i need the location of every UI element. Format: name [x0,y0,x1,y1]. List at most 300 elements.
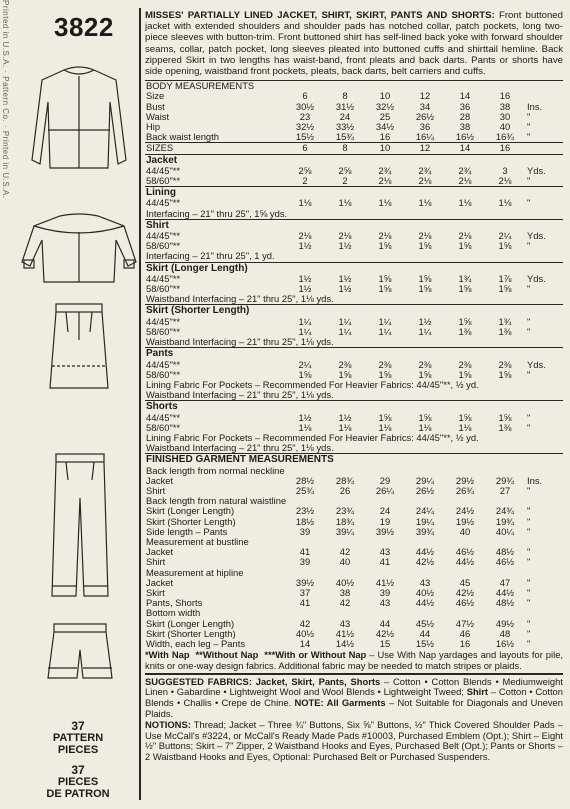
extra-note: Waistband Interfacing – 21" thru 25", 1⅛ yds. [146,337,334,348]
size-cell: 14 [445,143,485,154]
value-cell: 18¾ [335,516,355,527]
section-rule [145,673,563,675]
value-cell: 1½ [338,273,352,284]
value-cell: 48½ [495,547,515,558]
value-cell: 41 [299,598,311,609]
unit-cell: " [527,516,531,527]
pants-back-sketch [48,450,112,600]
row-label: Waist [146,111,170,122]
row-label: 58/60"** [146,326,181,337]
value-cell: 42 [339,547,351,558]
value-cell: 26 [339,485,351,496]
unit-cell: " [527,412,531,423]
value-cell: 40½ [415,587,435,598]
group-head: Measurement at bustline [146,536,249,547]
value-cell: 2⅛ [298,231,312,242]
jacket-back-sketch [28,60,130,180]
section-title: FINISHED GARMENT MEASUREMENTS [145,454,563,466]
value-cell: 1½ [298,284,312,295]
pieces-label-line2: PIECES [57,744,99,756]
value-cell: 1⅝ [498,284,512,295]
value-cell: 24¾ [495,506,515,517]
value-cell: 1½ [338,412,352,423]
column-divider [139,8,141,800]
nap-note [145,650,563,671]
fabrics-note-label: NOTE: All Garments [291,697,386,709]
unit-cell: " [527,587,531,598]
value-cell: 39¼ [335,526,355,537]
value-cell: 1⅛ [378,198,392,209]
yardage-row [145,176,563,187]
pattern-pieces-english [18,720,138,756]
sizes-row [145,143,563,154]
value-cell: 1⅛ [458,198,472,209]
value-cell: 1⅛ [418,198,432,209]
value-cell: 1⅝ [418,241,432,252]
group-head: Back length from natural waistline [146,496,287,507]
unit-cell: " [527,369,531,380]
finished-row [145,527,563,537]
value-cell: 42½ [455,587,475,598]
value-cell: 2⅛ [418,176,432,187]
yardage-extra [145,380,563,390]
value-cell: 1½ [338,241,352,252]
unit-cell [525,91,563,101]
value-cell: 25¾ [295,485,315,496]
unit-cell: " [527,122,531,133]
value-cell: 16 [379,132,391,143]
finished-row [145,517,563,527]
value-cell: 2⅜ [418,359,432,370]
fabrics-list: – Cotton • Cotton Blends • Mediumweight Linen • Gabardine • Lightweight Wool and Wool Blends • Lightweight Tweed; [145,675,563,698]
notions-text: Thread; Jacket – Three ¾" Buttons, Six ⅝" Buttons, ½" Thick Covered Shoulder Pads – Use McCall's #3224, or McCall's Ready Made Pads #10003, Purchased Emblem (Opt.); Shirt – Eight ½" Buttons; Skirt – 7" Zipper, 2 Waistband Hooks and Eyes, Purchased Belt (Opt.); Pants or Shorts – 2 Waistband Hooks and Eyes, Optional: Purchased Belt or Purchased Suspenders. [145,719,563,763]
value-cell: 2⅜ [458,359,472,370]
value-cell: 15½ [415,638,435,649]
value-cell: 41½ [335,628,355,639]
yardage-section-title [145,187,563,199]
value-cell: 1⅝ [458,412,472,423]
row-label: Skirt [146,587,165,598]
value-cell: 1⅝ [418,284,432,295]
row-label: Bust [146,101,165,112]
value-cell: 1⅛ [338,422,352,433]
row-label: 58/60"** [146,422,181,433]
size-cell: 16 [485,143,525,154]
yardage-row [145,284,563,294]
measurements-table [145,80,563,649]
value-cell: 1⅛ [418,422,432,433]
unit-cell: " [527,506,531,517]
finished-row [145,557,563,567]
value-cell: 48 [499,628,511,639]
finished-row [145,639,563,649]
value-cell: 1½ [418,316,432,327]
value-cell: 39 [379,587,391,598]
value-cell: 36 [459,101,471,112]
value-cell: 1¼ [418,326,432,337]
value-cell: 44½ [415,598,435,609]
pattern-number: 3822 [54,12,114,42]
pieces-label-line1: PATTERN [52,732,104,744]
value-cell: 39 [299,557,311,568]
extra-note: Lining Fabric For Pockets – Recommended For Heavier Fabrics: 44/45"**, ½ yd. [146,432,479,443]
row-label: Pants, Shorts [146,598,203,609]
finished-row [145,578,563,588]
row-label: Size [146,91,165,102]
extra-note: Waistband Interfacing – 21" thru 25", 1⅛ yds. [146,443,334,454]
value-cell: 40¼ [495,526,515,537]
row-label: Jacket [146,547,174,558]
row-label: Skirt (Shorter Length) [146,516,236,527]
group-head: Back length from normal neckline [146,465,285,476]
value-cell: 1⅝ [418,412,432,423]
value-cell: 41½ [375,577,395,588]
yardage-section-title [145,219,563,231]
value-cell: 15 [379,638,391,649]
pattern-pieces-french [18,764,138,800]
value-cell: 1⅝ [378,241,392,252]
group-head: Measurement at hipline [146,567,244,578]
value-cell: 1½ [338,284,352,295]
body-measurement-row [145,91,563,101]
value-cell: 1¼ [378,326,392,337]
row-label: Skirt (Shorter Length) [146,628,236,639]
pieces-count: 37 [71,719,85,733]
row-label: Skirt (Longer Length) [146,506,235,517]
value-cell: 16 [459,638,471,649]
finished-row [145,588,563,598]
finished-row [145,619,563,629]
finished-group-head [145,608,563,618]
value-cell: 46 [459,628,471,639]
yardage-extra [145,337,563,348]
finished-group-head [145,568,563,578]
value-cell: 46½ [455,547,475,558]
value-cell: 1⅝ [378,273,392,284]
value-cell: 49½ [495,618,515,629]
value-cell: 29½ [455,475,475,486]
value-cell: 24 [379,506,391,517]
unit-cell: " [527,577,531,588]
value-cell: 25 [379,111,391,122]
value-cell: 44½ [455,557,475,568]
value-cell: 15½ [295,132,315,143]
section-title: Jacket [145,154,563,166]
garment-description [145,10,563,77]
value-cell: 40½ [335,577,355,588]
group-head: Bottom width [146,608,201,619]
fabrics-garments: Jacket, Skirt, Pants, Shorts [251,675,381,687]
size-cell: 8 [325,143,365,154]
value-cell: 16 [499,91,511,102]
value-cell: 1⅜ [458,326,472,337]
value-cell: 1⅝ [458,241,472,252]
value-cell: 14 [299,638,311,649]
value-cell: 38 [339,587,351,598]
shorts-back-sketch [44,620,116,682]
value-cell: 24 [339,111,351,122]
size-cell: 6 [285,143,325,154]
value-cell: 1⅝ [378,412,392,423]
unit-cell: " [527,547,531,558]
row-label: 44/45"** [146,231,181,242]
value-cell: 42 [339,598,351,609]
yardage-row [145,413,563,423]
yardage-row [145,166,563,176]
yardage-extra [145,209,563,220]
value-cell: 19¾ [495,516,515,527]
value-cell: 23¾ [335,506,355,517]
unit-cell: " [527,241,531,252]
yardage-row [145,327,563,337]
value-cell: 29 [379,475,391,486]
value-cell: 1⅛ [378,422,392,433]
value-cell: 26¼ [375,485,395,496]
row-label: Skirt (Longer Length) [146,618,235,629]
value-cell: 1⅜ [498,422,512,433]
value-cell: 45½ [415,618,435,629]
shirt-back-sketch [20,210,138,290]
value-cell: 34½ [375,122,395,133]
yardage-section-title [145,305,563,317]
value-cell: 40 [459,526,471,537]
value-cell: 1⅝ [378,369,392,380]
value-cell: 29¾ [495,475,515,486]
unit-cell: Yds. [527,231,546,242]
value-cell: 24¼ [415,506,435,517]
value-cell: 40 [499,122,511,133]
value-cell: 2⅜ [378,359,392,370]
nap-either: ***With or Without Nap [264,649,367,661]
yardage-extra [145,294,563,305]
value-cell: 43 [379,547,391,558]
yardage-row [145,198,563,208]
section-title: Lining [145,187,563,199]
value-cell: 1¼ [298,326,312,337]
value-cell: 16½ [455,132,475,143]
row-label: 58/60"** [146,176,181,187]
value-cell: 2⅛ [418,231,432,242]
unit-cell: " [527,638,531,649]
value-cell: 33½ [335,122,355,133]
value-cell: 2⅛ [458,231,472,242]
value-cell: 39¾ [415,526,435,537]
body-measurement-row [145,102,563,112]
value-cell: 2⅛ [378,176,392,187]
value-cell: 1½ [298,412,312,423]
value-cell: 41 [379,557,391,568]
value-cell: 2⅛ [378,231,392,242]
size-cell: 12 [405,143,445,154]
value-cell: 34 [419,101,431,112]
finished-row [145,598,563,608]
value-cell: 42½ [375,628,395,639]
value-cell: 39½ [375,526,395,537]
section-title: Skirt (Shorter Length) [145,305,563,317]
yardage-section-title [145,348,563,360]
value-cell: 1⅞ [498,273,512,284]
value-cell: 23 [299,111,311,122]
section-title: BODY MEASUREMENTS [145,81,563,92]
value-cell: 1⅝ [458,316,472,327]
finished-row [145,476,563,486]
value-cell: 46½ [495,557,515,568]
value-cell: 47½ [455,618,475,629]
yardage-row [145,370,563,380]
unit-cell: Ins. [527,101,543,112]
value-cell: 23½ [295,506,315,517]
value-cell: 1⅛ [498,198,512,209]
value-cell: 1⅝ [498,412,512,423]
unit-cell: " [527,485,531,496]
value-cell: 28¾ [335,475,355,486]
yardage-extra [145,443,563,454]
value-cell: 43 [339,618,351,629]
value-cell: 40½ [295,628,315,639]
value-cell: 14½ [335,638,355,649]
body-measurement-row [145,112,563,122]
row-label: 44/45"** [146,359,181,370]
size-cell: 10 [365,143,405,154]
value-cell: 3 [502,165,508,176]
value-cell: 42 [299,618,311,629]
unit-cell: " [527,132,531,143]
unit-cell: Yds. [527,273,546,284]
value-cell: 38 [459,122,471,133]
value-cell: 1⅜ [498,326,512,337]
finished-header [145,454,563,466]
value-cell: 1⅝ [338,369,352,380]
value-cell: 28½ [295,475,315,486]
fabrics-note: – Not Suitable for Diagonals and Uneven Plaids. [145,697,563,719]
value-cell: 10 [379,91,391,102]
value-cell: 41 [299,547,311,558]
value-cell: 48½ [495,598,515,609]
unit-cell: " [527,198,531,209]
yardage-row [145,231,563,241]
yardage-section-title [145,401,563,413]
value-cell: 12 [419,91,431,102]
value-cell: 31½ [335,101,355,112]
value-cell: 14 [459,91,471,102]
section-title: Shirt [145,219,563,231]
unit-cell: Ins. [527,475,543,486]
value-cell: 2 [302,176,308,187]
extra-note: Waistband Interfacing – 21" thru 25", 1⅛ yds. [146,294,334,305]
value-cell: 32½ [375,101,395,112]
row-label: Jacket [146,475,174,486]
unit-cell: " [527,284,531,295]
value-cell: 2⅝ [338,165,352,176]
value-cell: 42½ [415,557,435,568]
row-label: 58/60"** [146,369,181,380]
unit-cell: " [527,618,531,629]
pieces-label-fr-line1: PIECES [57,776,99,788]
value-cell: 26½ [415,111,435,122]
value-cell: 39 [299,526,311,537]
section-title: Shorts [145,401,563,413]
value-cell: 1⅝ [418,273,432,284]
yardage-extra [145,251,563,262]
body-measurement-row [145,132,563,143]
extra-note: Interfacing – 21" thru 25", 1 yd. [146,251,275,262]
row-label: Hip [146,122,161,133]
yardage-section-title [145,154,563,166]
value-cell: 1⅛ [298,422,312,433]
section-title: Pants [145,348,563,360]
row-label: 44/45"** [146,412,181,423]
row-label: Jacket [146,577,174,588]
unit-cell: Yds. [527,359,546,370]
value-cell: 6 [302,91,308,102]
value-cell: 43 [379,598,391,609]
row-label: Shirt [146,485,166,496]
value-cell: 1⅝ [418,369,432,380]
value-cell: 26½ [415,485,435,496]
row-label: Width, each leg – Pants [146,638,246,649]
value-cell: 1½ [298,241,312,252]
fabrics-label: SUGGESTED FABRICS: [145,675,252,687]
yardage-section-title [145,262,563,274]
value-cell: 16¾ [495,132,515,143]
value-cell: 24½ [455,506,475,517]
row-label: 44/45"** [146,198,181,209]
value-cell: 1⅝ [378,284,392,295]
notions [145,720,563,762]
value-cell: 1⅝ [458,369,472,380]
yardage-row [145,241,563,251]
value-cell: 32½ [295,122,315,133]
value-cell: 19 [379,516,391,527]
value-cell: 1⅝ [498,369,512,380]
extra-note: Lining Fabric For Pockets – Recommended For Heavier Fabrics: 44/45"**, ½ yd. [146,379,479,390]
finished-group-head [145,466,563,476]
description-body: Front buttoned jacket with extended shoulders and shoulder pads has notched collar, patch pockets, long two-piece sleeves with button-trim. Front buttoned shirt has self-lined back yoke with forward shoulder seams, collar, patch pocket, long sleeves pleated into buttoned cuffs and shirttail hemline. Back zippered Skirt in two lengths has waist-band, front pleats and back darts. Pants or shorts have side opening, waistband front pockets, pleats, back darts, belt carriers and cuffs. [145,10,563,78]
value-cell: 40 [339,557,351,568]
yardage-extra [145,433,563,443]
value-cell: 26¾ [455,485,475,496]
unit-cell: " [527,628,531,639]
row-label: Side length – Pants [146,526,228,537]
value-cell: 1¼ [338,326,352,337]
unit-cell [525,143,563,154]
row-label: 58/60"** [146,241,181,252]
nap-without: **Without Nap [195,649,259,661]
value-cell: 29¼ [415,475,435,486]
value-cell: 30½ [295,101,315,112]
finished-row [145,506,563,516]
unit-cell: " [527,422,531,433]
value-cell: 16½ [495,638,515,649]
value-cell: 18½ [295,516,315,527]
value-cell: 43 [419,577,431,588]
section-title: Skirt (Longer Length) [145,262,563,274]
unit-cell: " [527,557,531,568]
value-cell: 1¼ [378,316,392,327]
value-cell: 2¾ [458,165,472,176]
pieces-count-fr: 37 [71,763,85,777]
value-cell: 1⅛ [298,198,312,209]
value-cell: 1⅛ [458,422,472,433]
value-cell: 1⅝ [498,241,512,252]
value-cell: 36 [419,122,431,133]
finished-group-head [145,496,563,506]
value-cell: 44 [419,628,431,639]
value-cell: 44½ [495,587,515,598]
yardage-row [145,360,563,370]
edge-print-text: Printed in U.S.A. · Pattern Co. · Printed in U.S.A. [1,0,10,199]
value-cell: 1½ [298,273,312,284]
